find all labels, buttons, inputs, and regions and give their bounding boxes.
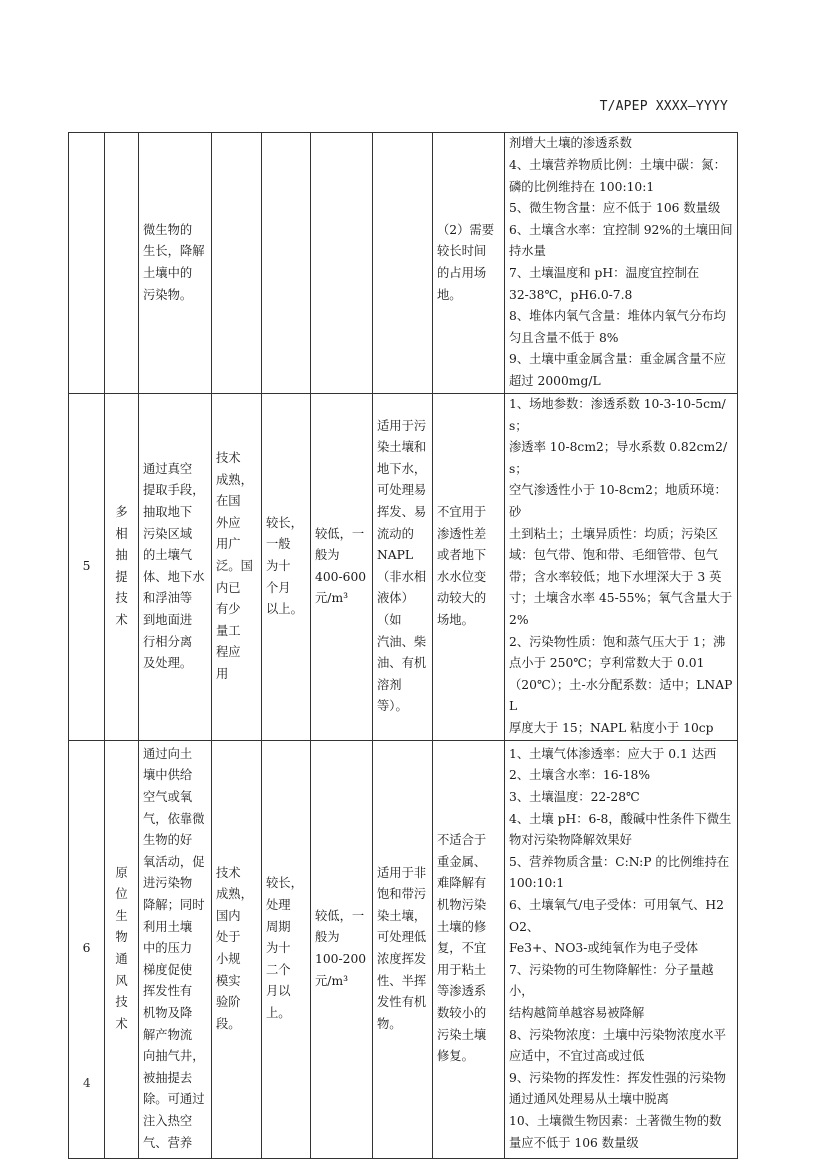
- text-line: 被抽提去: [143, 1070, 193, 1085]
- text-line: 动较大的: [437, 591, 487, 606]
- text-line: 8、堆体内氧气含量：堆体内氧气分布均: [509, 309, 726, 324]
- name-char: 提: [115, 569, 128, 584]
- text-line: 处理: [266, 898, 291, 913]
- text-line: 6、土壤含水率：宜控制 92%的土壤田间: [509, 222, 733, 237]
- name-char: 原: [115, 865, 128, 880]
- text-line: 物。: [377, 1016, 402, 1031]
- text-line: 降解；同时: [143, 898, 205, 913]
- text-line: 等渗透系: [437, 984, 487, 999]
- text-line: 点小于 250℃；亨利常数大于 0.01: [509, 656, 705, 671]
- text-line: 般为: [315, 548, 340, 563]
- text-line: 个月: [266, 580, 291, 595]
- table-row: [69, 740, 738, 1158]
- text-line: 用: [216, 666, 229, 681]
- text-line: 内已: [216, 580, 241, 595]
- text-line: 通过真空: [143, 461, 193, 476]
- text-line: 生物的好: [143, 833, 193, 848]
- text-line: 不宜用于: [437, 504, 487, 519]
- text-line: 提取手段，: [143, 483, 205, 498]
- text-line: 8、污染物浓度：土壤中污染物浓度水平: [509, 1027, 726, 1042]
- text-line: 以上。: [266, 602, 303, 617]
- text-line: 1、场地参数：渗透系数 10-3-10-5cm/s；: [509, 397, 726, 433]
- text-line: 较低，一: [315, 908, 365, 923]
- text-line: 9、土壤中重金属含量：重金属含量不应: [509, 352, 726, 367]
- table-row: [69, 133, 738, 394]
- text-line: 1、土壤气体渗透率：应大于 0.1 达西: [509, 746, 717, 761]
- text-line: 周期: [266, 919, 291, 934]
- text-line: NAPL: [377, 548, 414, 563]
- text-line: 氧活动，促: [143, 854, 205, 869]
- text-line: 磷的比例维持在 100:10:1: [509, 179, 655, 194]
- text-line: 100-200: [315, 952, 367, 966]
- text-line: 水水位变: [437, 569, 487, 584]
- text-line: 和浮油等: [143, 591, 193, 606]
- text-line: 量应不低于 106 数量级: [509, 1135, 639, 1150]
- cell-maturity: [212, 133, 262, 394]
- text-line: 超过 2000mg/L: [509, 373, 601, 388]
- text-line: 难降解有: [437, 876, 487, 891]
- text-line: 中的压力: [143, 941, 193, 956]
- cell-principle: [139, 394, 212, 741]
- text-line: 场地。: [437, 612, 474, 627]
- name-char: 技: [115, 995, 128, 1010]
- text-line: 土壤的修: [437, 919, 487, 934]
- text-line: 5、微生物含量：应不低于 106 数量级: [509, 201, 721, 216]
- name-char: 术: [115, 1016, 128, 1031]
- page-number: 4: [83, 1076, 91, 1090]
- text-line: 用于粘土: [437, 962, 487, 977]
- text-line: 外应: [216, 515, 241, 530]
- text-line: 复，不宜: [437, 941, 487, 956]
- cell-principle: [139, 740, 212, 1158]
- text-line: 机物及降: [143, 1005, 193, 1020]
- text-line: 空气渗透性小于 10-8cm2；地质环境：砂: [509, 483, 727, 519]
- text-line: 行相分离: [143, 634, 193, 649]
- cell-cost: [311, 133, 373, 394]
- text-line: 油、有机: [377, 656, 427, 671]
- text-line: 较长时间: [437, 244, 487, 259]
- text-line: 染土壤，: [377, 908, 427, 923]
- text-line: 重金属、: [437, 854, 487, 869]
- text-line: 土壤中的: [143, 266, 193, 280]
- text-line: 匀且含量不低于 8%: [509, 330, 619, 345]
- standard-code: T/APEP XXXX—YYYY: [599, 99, 728, 114]
- cell-applicability: [373, 133, 433, 394]
- name-char: 位: [115, 887, 128, 902]
- name-char: 通: [115, 952, 128, 966]
- text-line: 6、土壤氧气/电子受体：可用氧气、H2O2、: [509, 898, 724, 934]
- text-line: 10、土壤微生物因素：土著微生物的数: [509, 1113, 722, 1128]
- text-line: 污染物。: [143, 287, 193, 302]
- text-line: 元/m³: [315, 591, 349, 606]
- text-line: 壤中供给: [143, 768, 193, 783]
- text-line: 土到粘土；土壤异质性：均质；污染区: [509, 526, 719, 541]
- text-line: （2）需要: [437, 222, 495, 237]
- text-line: 浓度挥发: [377, 952, 427, 966]
- text-line: 数较小的: [437, 1005, 487, 1020]
- text-line: 空气或氧: [143, 790, 193, 805]
- text-line: 为十: [266, 941, 291, 956]
- text-line: Fe3+、NO3-或纯氧作为电子受体: [509, 941, 699, 956]
- text-line: 不适合于: [437, 833, 487, 848]
- text-line: 4、土壤营养物质比例：土壤中碳：氮：: [509, 158, 726, 173]
- cell-cost: [311, 740, 373, 1158]
- text-line: 机物污染: [437, 898, 487, 913]
- cell-period: [262, 394, 311, 741]
- text-line: 抽取地下: [143, 504, 193, 519]
- text-line: 可处理易: [377, 483, 427, 498]
- name-char: 相: [115, 526, 128, 541]
- text-line: 二个: [266, 962, 291, 977]
- text-line: 小规: [216, 952, 241, 966]
- text-line: 成熟，: [216, 472, 253, 487]
- cell-parameters: [505, 740, 738, 1158]
- text-line: 验阶: [216, 995, 241, 1010]
- cell-period: [262, 740, 311, 1158]
- cell-technology-name: [105, 394, 139, 741]
- text-line: 解产物流: [143, 1027, 193, 1042]
- text-line: 注入热空: [143, 1113, 193, 1128]
- name-char: 术: [115, 612, 128, 627]
- cell-applicability: [373, 394, 433, 741]
- text-line: 适用于污: [377, 418, 427, 433]
- text-line: 发性有机: [377, 995, 427, 1010]
- text-line: 挥发、易: [377, 504, 427, 519]
- text-line: 元/m³: [315, 973, 349, 988]
- text-line: 国内: [216, 908, 241, 923]
- cell-number: [69, 133, 105, 394]
- text-line: 及处理。: [143, 656, 193, 671]
- text-line: 挥发性有: [143, 984, 193, 999]
- cell-technology-name: [105, 133, 139, 394]
- text-line: 或者地下: [437, 548, 487, 563]
- text-line: 般为: [315, 930, 340, 945]
- text-line: 处于: [216, 930, 241, 945]
- text-line: 7、污染物的可生物降解性：分子量越小，: [509, 962, 714, 999]
- text-line: 段。: [216, 1016, 241, 1031]
- text-line: 适用于非: [377, 865, 427, 880]
- text-line: 月以: [266, 984, 291, 999]
- text-line: 量工: [216, 623, 241, 638]
- text-line: 3、土壤温度：22-28℃: [509, 790, 640, 805]
- text-line: 通过通风处理易从土壤中脱离: [509, 1092, 669, 1107]
- text-line: 性、半挥: [377, 973, 427, 988]
- text-line: 物对污染物降解效果好: [509, 833, 632, 848]
- text-line: 剂增大土壤的渗透系数: [509, 136, 632, 151]
- name-char: 物: [115, 930, 128, 945]
- cell-parameters: [505, 394, 738, 741]
- cell-number: 6: [69, 740, 105, 1158]
- name-char: 技: [115, 591, 128, 606]
- text-line: 程应: [216, 645, 241, 660]
- text-line: 9、污染物的挥发性：挥发性强的污染物: [509, 1070, 726, 1085]
- cell-number: 5: [69, 394, 105, 741]
- text-line: 上。: [266, 1005, 291, 1020]
- text-line: 可处理低: [377, 930, 427, 945]
- text-line: 地下水，: [377, 461, 427, 476]
- cell-limitations: [433, 394, 505, 741]
- text-line: 4、土壤 pH：6-8，酸碱中性条件下微生: [509, 811, 732, 826]
- text-line: 7、土壤温度和 pH：温度宜控制在: [509, 266, 700, 280]
- text-line: 气、营养: [143, 1135, 193, 1150]
- text-line: （非水相: [377, 569, 427, 584]
- cell-principle: [139, 133, 212, 394]
- text-line: 一般: [266, 537, 291, 552]
- technology-table: [68, 132, 738, 1159]
- cell-limitations: [433, 133, 505, 394]
- cell-parameters: [505, 133, 738, 394]
- text-line: 溶剂等）。: [377, 677, 408, 714]
- text-line: 较长，: [266, 876, 303, 891]
- text-line: 持水量: [509, 244, 546, 259]
- text-line: 带；含水率较低；地下水埋深大于 3 英: [509, 569, 722, 584]
- text-line: 进污染物: [143, 876, 193, 891]
- text-line: 的占用场: [437, 266, 487, 280]
- cell-limitations: [433, 740, 505, 1158]
- text-line: 400-600: [315, 569, 367, 584]
- text-line: 渗透性差: [437, 526, 487, 541]
- text-line: 除。可通过: [143, 1092, 205, 1107]
- text-line: 100:10:1: [509, 876, 565, 891]
- text-line: 厚度大于 15；NAPL 粘度小于 10cp: [509, 720, 714, 735]
- text-line: 32-38℃，pH6.0-7.8: [509, 287, 633, 302]
- text-line: 到地面进: [143, 612, 193, 627]
- text-line: 流动的: [377, 526, 414, 541]
- text-line: 成熟，: [216, 887, 253, 902]
- text-line: 修复。: [437, 1049, 474, 1064]
- text-line: 梯度促使: [143, 962, 193, 977]
- text-line: 2、污染物性质：饱和蒸气压大于 1；沸: [509, 634, 726, 649]
- text-line: 地。: [437, 287, 462, 302]
- text-line: 为十: [266, 558, 291, 573]
- text-line: 有少: [216, 602, 241, 617]
- cell-applicability: [373, 740, 433, 1158]
- text-line: 寸；土壤含水率 45-55%；氧气含量大于: [509, 591, 733, 606]
- text-line: 较低，一: [315, 526, 365, 541]
- name-char: 风: [115, 973, 128, 988]
- text-line: 5、营养物质含量：C:N:P 的比例维持在: [509, 854, 730, 869]
- text-line: 技术: [216, 450, 241, 465]
- text-line: 向抽气井，: [143, 1049, 205, 1064]
- cell-maturity: [212, 394, 262, 741]
- text-line: 用广: [216, 537, 241, 552]
- text-line: 液体）（如: [377, 591, 414, 627]
- text-line: 体、地下水: [143, 569, 205, 584]
- text-line: （20℃）；土-水分配系数：适中；LNAPL: [509, 677, 733, 714]
- text-line: 模实: [216, 973, 241, 988]
- text-line: 技术: [216, 865, 241, 880]
- text-line: 污染区域: [143, 526, 193, 541]
- text-line: 气，依靠微: [143, 811, 205, 826]
- text-line: 泛。国: [216, 558, 253, 573]
- table-row: [69, 394, 738, 741]
- text-line: 的土壤气: [143, 548, 193, 563]
- text-line: 污染土壤: [437, 1027, 487, 1042]
- name-char: 抽: [115, 548, 128, 563]
- text-line: 结构越简单越容易被降解: [509, 1005, 645, 1020]
- cell-technology-name: [105, 740, 139, 1158]
- cell-cost: [311, 394, 373, 741]
- text-line: 较长，: [266, 515, 303, 530]
- text-line: 2、土壤含水率：16-18%: [509, 768, 651, 783]
- text-line: 通过向土: [143, 746, 193, 761]
- text-line: 汽油、柴: [377, 634, 427, 649]
- cell-period: [262, 133, 311, 394]
- text-line: 染土壤和: [377, 440, 427, 455]
- text-line: 渗透率 10-8cm2；导水系数 0.82cm2/s；: [509, 440, 728, 476]
- text-line: 域：包气带、饱和带、毛细管带、包气: [509, 548, 719, 563]
- text-line: 2%: [509, 612, 529, 627]
- name-char: 多: [115, 504, 128, 519]
- text-line: 微生物的: [143, 222, 193, 237]
- cell-maturity: [212, 740, 262, 1158]
- text-line: 在国: [216, 494, 241, 509]
- text-line: 生长，降解: [143, 244, 205, 259]
- text-line: 利用土壤: [143, 919, 193, 934]
- text-line: 应适中，不宜过高或过低: [509, 1049, 645, 1064]
- name-char: 生: [115, 908, 128, 923]
- text-line: 饱和带污: [377, 887, 427, 902]
